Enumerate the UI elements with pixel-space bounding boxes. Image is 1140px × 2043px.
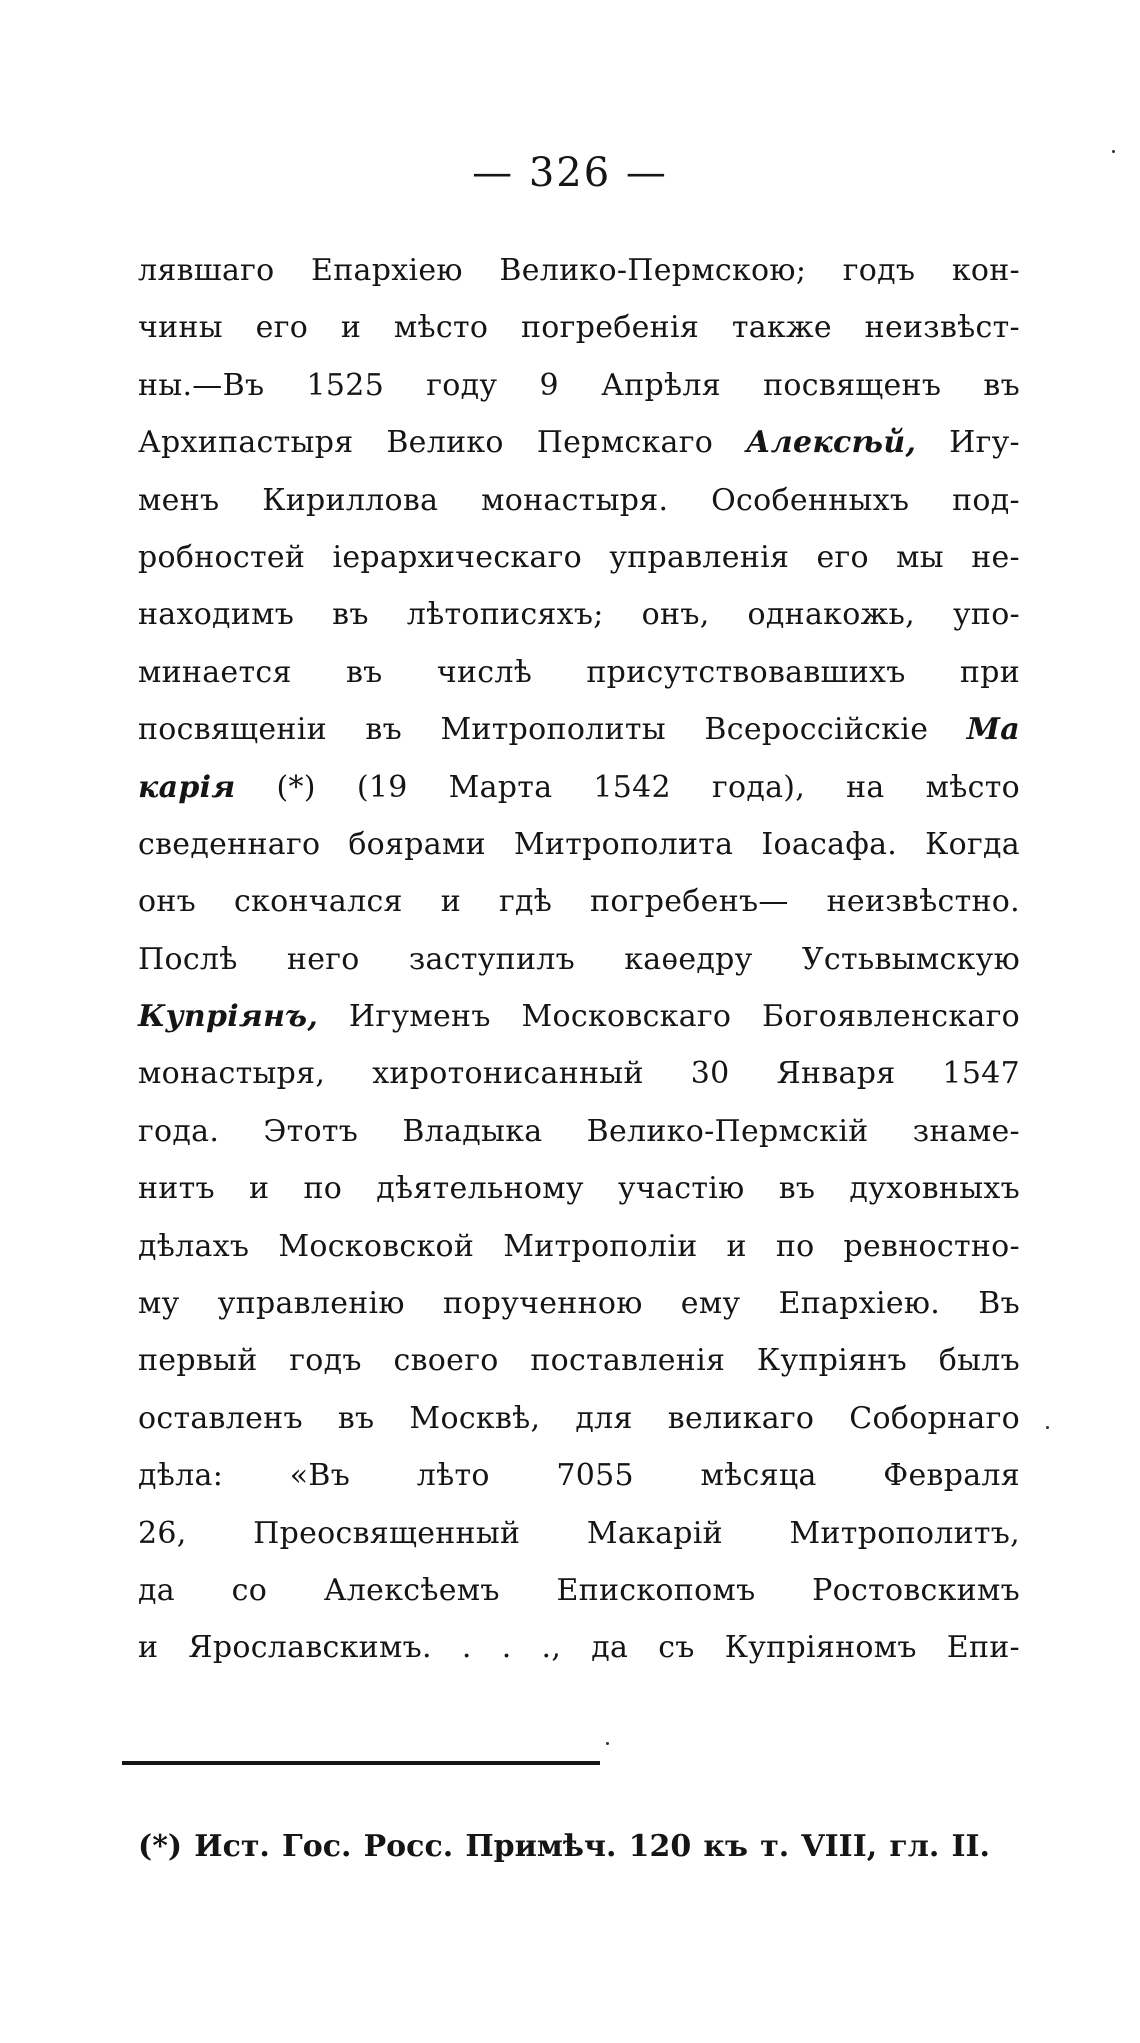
print-speck [1112, 150, 1115, 153]
text-line [138, 931, 1020, 988]
line-text: лявшаго Епархіею Велико-Пермскою; годъ кон- [138, 253, 1020, 288]
line-text: монастыря, хиротонисанный 30 Января 1547 [138, 1056, 1020, 1092]
line-text: находимъ въ лѣтописяхъ; онъ, однакожь, упо- [138, 597, 1020, 633]
text-line [138, 644, 1020, 701]
text-line [138, 1332, 1020, 1389]
print-speck [1046, 1426, 1049, 1429]
line-text: первый годъ своего поставленія Купріянъ былъ [138, 1343, 1020, 1379]
text-line [138, 242, 1020, 299]
text-line [138, 1505, 1020, 1562]
line-text: оставленъ въ Москвѣ, для великаго Соборнаго [138, 1400, 1020, 1436]
text-line [138, 1045, 1020, 1102]
line-text: ны.—Въ 1525 году 9 Апрѣля посвященъ въ [138, 367, 1020, 403]
line-text: онъ скончался и гдѣ погребенъ— неизвѣстно. [138, 884, 1020, 920]
line-text: чины его и мѣсто погребенія также неизвѣст- [138, 310, 1020, 346]
italic-name: карія [138, 769, 236, 805]
text-line [138, 472, 1020, 529]
line-text: робностей іерархическаго управленія его мы не- [138, 539, 1020, 575]
text-line [138, 816, 1020, 873]
text-line [138, 1447, 1020, 1504]
line-text: да со Алексѣемъ Епископомъ Ростовскимъ [138, 1572, 1020, 1608]
text-line [138, 1218, 1020, 1275]
footnote: (*) Ист. Гос. Росс. Примѣч. 120 къ т. VIII, гл. II. [138, 1829, 990, 1864]
text-line [138, 414, 1020, 471]
line-text: Архипастыря Велико Пермскаго [138, 425, 746, 461]
text-line [138, 529, 1020, 586]
text-line [138, 1562, 1020, 1619]
text-line [138, 299, 1020, 356]
italic-name: Купріянъ, [138, 999, 319, 1035]
text-line [138, 1390, 1020, 1447]
line-text: му управленію порученною ему Епархіею. Въ [138, 1286, 1020, 1322]
text-line [138, 1160, 1020, 1217]
text-line [138, 988, 1020, 1045]
line-text: (*) (19 Марта 1542 года), на мѣсто [235, 769, 1020, 805]
text-line [138, 701, 1020, 758]
print-speck [606, 1742, 609, 1745]
line-text: посвященіи въ Митрополиты Всероссійскіе [138, 712, 967, 748]
line-text: дѣлахъ Московской Митрополіи и по ревностно- [138, 1228, 1020, 1264]
body-text [138, 242, 1020, 1677]
line-text: Игу- [916, 425, 1020, 461]
footnote-divider [122, 1761, 600, 1765]
line-text: нитъ и по дѣятельному участію въ духовныхъ [138, 1171, 1020, 1207]
line-text: минается въ числѣ присутствовавшихъ при [138, 654, 1020, 690]
line-text: Игуменъ Московскаго Богоявленскаго [318, 999, 1020, 1035]
line-text: года. Этотъ Владыка Велико-Пермскій знаме- [138, 1113, 1020, 1149]
line-text: 26, Преосвященный Макарій Митрополитъ, [138, 1515, 1020, 1551]
text-line [138, 1275, 1020, 1332]
text-line [138, 586, 1020, 643]
line-text: Послѣ него заступилъ каѳедру Устьвымскую [138, 941, 1020, 977]
line-text: и Ярославскимъ. . . ., да съ Купріяномъ Епи- [138, 1630, 1020, 1666]
text-line [138, 357, 1020, 414]
line-text: сведеннаго боярами Митрополита Іоасафа. Когда [138, 826, 1020, 862]
text-line [138, 759, 1020, 816]
italic-name: Ма [966, 712, 1020, 748]
text-line [138, 1103, 1020, 1160]
text-line [138, 1619, 1020, 1676]
text-line [138, 873, 1020, 930]
italic-name: Алексѣй, [746, 425, 917, 461]
line-text: дѣла: «Въ лѣто 7055 мѣсяца Февраля [138, 1458, 1020, 1494]
page-number: — 326 — [472, 150, 668, 196]
line-text: менъ Кириллова монастыря. Особенныхъ под- [138, 482, 1020, 518]
